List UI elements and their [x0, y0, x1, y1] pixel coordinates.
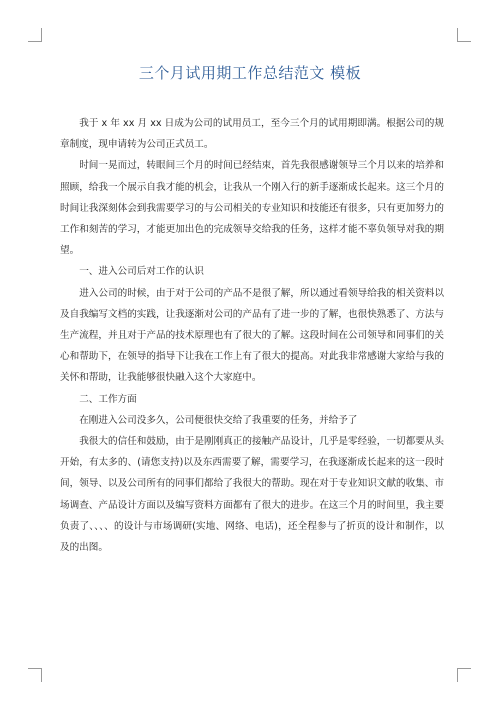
crop-mark-bottom-right: [457, 668, 471, 682]
crop-mark-top-right: [457, 28, 471, 42]
section-heading-2: 二、工作方面: [79, 393, 137, 405]
section-heading-1: 一、进入公司后对工作的认识: [79, 266, 204, 278]
crop-mark-bottom-left: [28, 668, 42, 682]
document-body: [60, 113, 444, 558]
crop-mark-top-left: [28, 28, 42, 42]
paragraph-4: 在刚进入公司没多久，公司便很快交给了我重要的任务，并给予了: [79, 414, 358, 426]
paragraph-5: 我很大的信任和鼓励，由于是刚刚真正的接触产品设计，几乎是零经验，一切都要从头开始，有太多的、(请您支持)以及东西需要了解，需要学习，在我逐渐成长起来的这一段时间，领导、以及公司所有的同事们都给了我很大的帮助。现在对于专业知识文献的收集、市场调查、产品设计方面以及编写资料方面都有了很大的进步。在这三个月的时间里，我主要负责了、、、、的设计与市场调研(实地、网络、电话)，还全程参与了折页的设计和制作，以及的出图。: [60, 436, 444, 554]
paragraph-3: 进入公司的时候，由于对于公司的产品不是很了解，所以通过看领导给我的相关资料以及自我编写文档的实践，让我逐渐对公司的产品有了进一步的了解，也很快熟悉了、方法与生产流程，并且对于产品的技术原理也有了很大的了解。这段时间在公司领导和同事们的关心和帮助下，在领导的指导下让我在工作上有了很大的提高。对此我非常感谢大家给与我的关怀和帮助，让我能够很快融入这个大家庭中。: [60, 287, 444, 384]
paragraph-2: 时间一晃而过，转眼间三个月的时间已经结束，首先我很感谢领导三个月以来的培养和照顾，给我一个展示自我才能的机会，让我从一个刚入行的新手逐渐成长起来。这三个月的时间让我深刻体会到我需要学习的与公司相关的专业知识和技能还有很多，只有更加努力的工作和刻苦的学习，才能更加出色的完成领导交给我的任务，这样才能不辜负领导对我的期望。: [60, 160, 444, 257]
document-title: 三个月试用期工作总结范文 模板: [138, 64, 362, 82]
paragraph-1: 我于 x 年 xx 月 xx 日成为公司的试用员工，至今三个月的试用期即满。根据公司的规章制度，现申请转为公司正式员工。: [60, 118, 444, 151]
